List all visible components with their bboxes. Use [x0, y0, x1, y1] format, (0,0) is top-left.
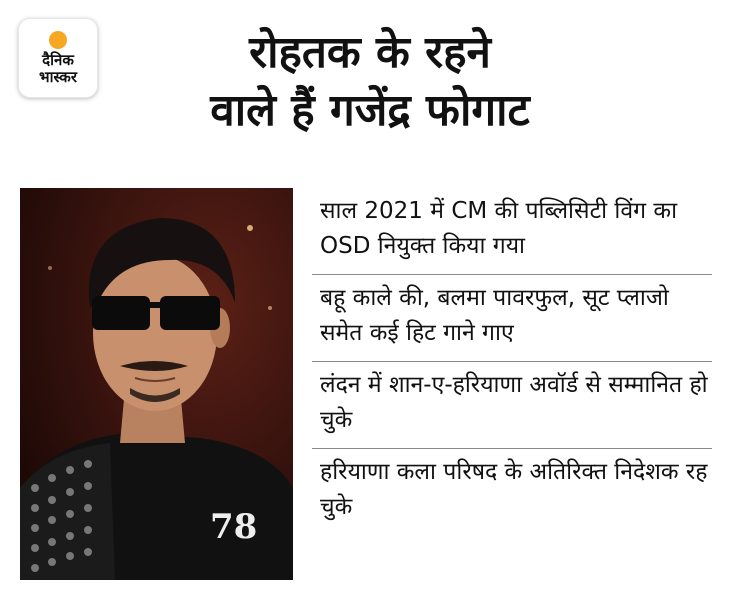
list-item: लंदन में शान-ए-हरियाणा अवॉर्ड से सम्मानित हो चुके [312, 362, 712, 449]
brand-logo[interactable] [18, 18, 98, 98]
shirt-print: 78 [210, 507, 258, 547]
logo-text-line2: भास्कर [39, 68, 77, 86]
logo-text-line1: दैनिक [42, 51, 74, 69]
title-line-1: रोहतक के रहने [249, 27, 491, 78]
sun-icon [49, 31, 67, 49]
portrait-photo [20, 188, 293, 580]
list-item: हरियाणा कला परिषद के अतिरिक्त निदेशक रह चुके [320, 459, 708, 520]
page-title [110, 24, 630, 140]
portrait-illustration [20, 188, 293, 580]
list-item: बहू काले की, बलमा पावरफुल, सूट प्लाजो समेत कई हिट गाने गाए [312, 275, 712, 362]
fact-list [312, 188, 712, 535]
list-item: साल 2021 में CM की पब्लिसिटी विंग का OSD नियुक्त किया गया [312, 188, 712, 275]
title-line-2: वाले हैं गजेंद्र फोगाट [210, 85, 530, 136]
